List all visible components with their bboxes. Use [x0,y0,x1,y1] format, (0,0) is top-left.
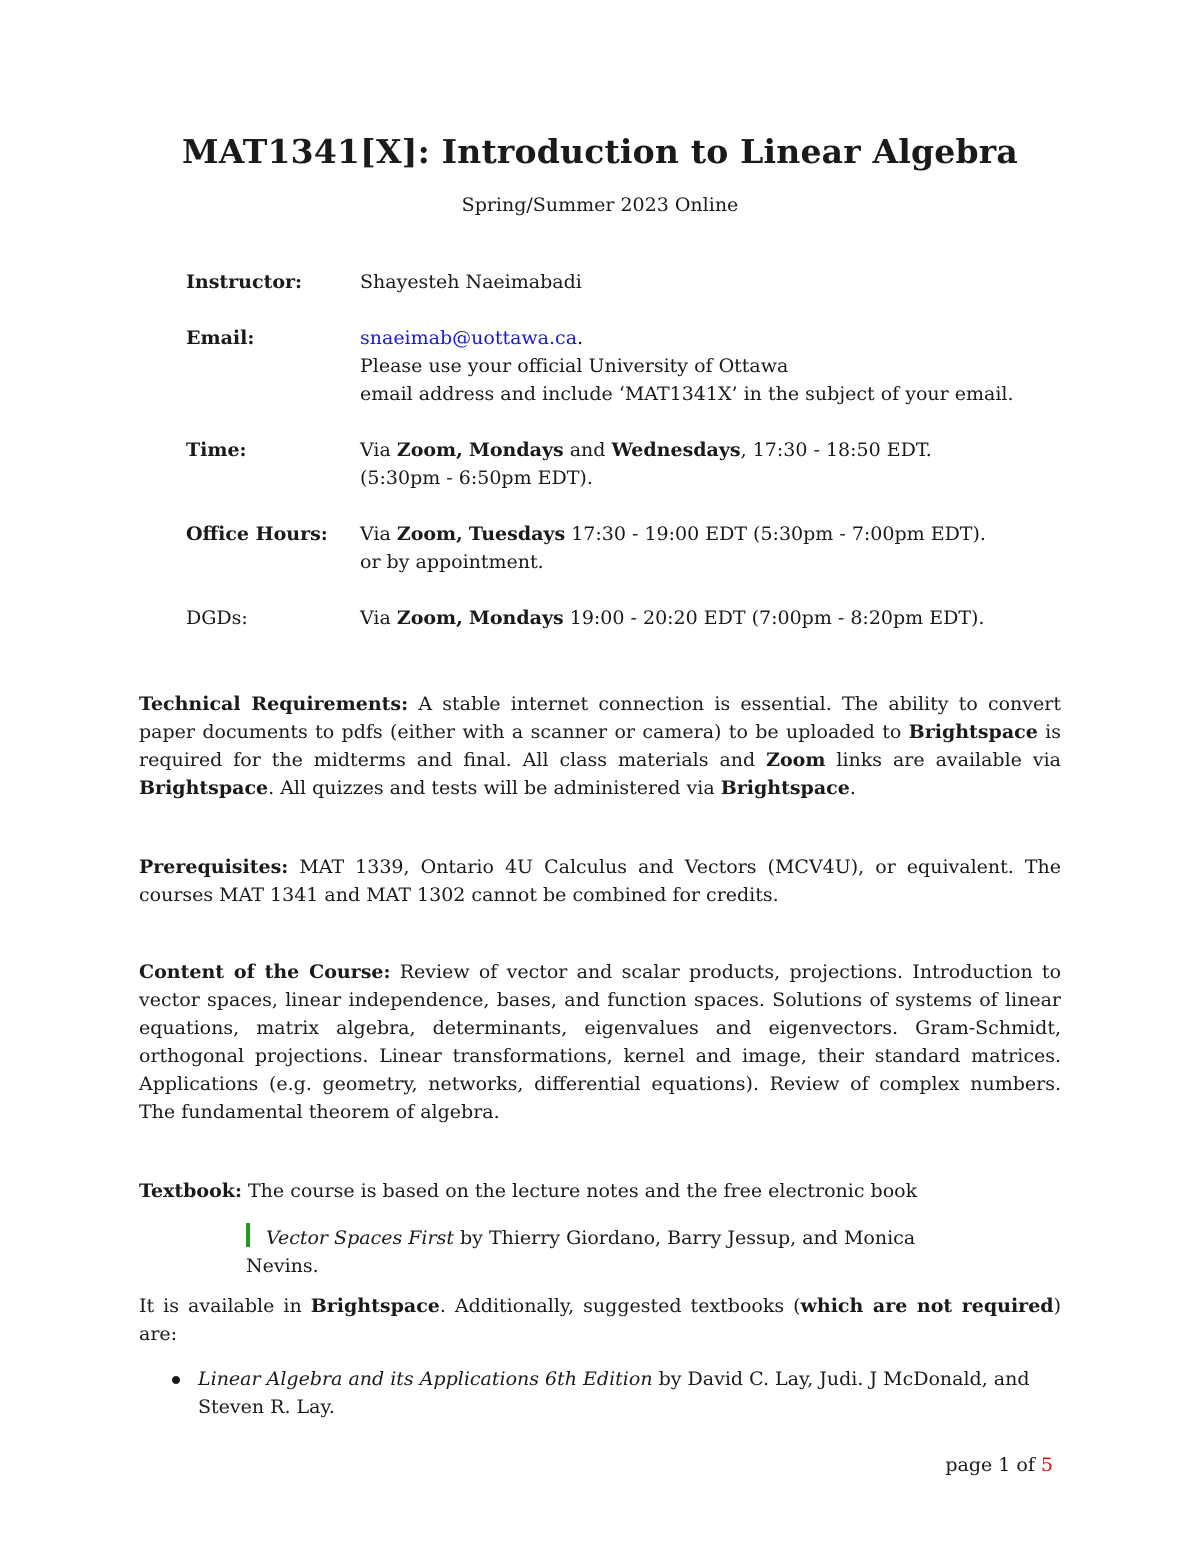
time-label: Time: [186,439,247,461]
page-total-link[interactable]: 5 [1040,1454,1053,1476]
email-link[interactable]: snaeimab@uottawa.ca [360,327,578,349]
dgds-via: Via [360,607,397,629]
technical-heading: Technical Requirements: [139,693,409,715]
technical-requirements-paragraph [139,690,1061,802]
course-content-paragraph [139,958,1061,1126]
book-title: Vector Spaces First [266,1227,454,1249]
textbook-heading: Textbook: [139,1180,242,1202]
prerequisites-heading: Prerequisites: [139,856,289,878]
availability-text-2: . Additionally, suggested textbooks ( [439,1295,801,1317]
page-title: MAT1341[X]: Introduction to Linear Algebra [182,132,1018,171]
prerequisites-paragraph [139,853,1061,909]
page-number-prefix: page 1 of [945,1454,1041,1476]
dgds-label: DGDs: [186,607,248,629]
suggested-book-title: Linear Algebra and its Applications 6th Edition [198,1368,653,1390]
office-line2: or by appointment. [360,551,544,573]
technical-text-5: . [849,777,856,799]
technical-brightspace-3: Brightspace [720,777,850,799]
dgds-row [186,604,1086,632]
availability-not-required: which are not required [800,1295,1054,1317]
suggested-book-authors: by David C. Lay, Judi. J McDonald, and Steven R. Lay. [198,1368,1030,1418]
time-and: and [563,439,612,461]
instructor-value: Shayesteh Naeimabadi [360,271,582,293]
dgds-value [360,604,984,632]
dgds-zoom: Zoom, [396,607,463,629]
email-note-line2: email address and include ‘MAT1341X’ in the subject of your email. [360,383,1014,405]
suggested-textbooks-list [176,1365,1062,1421]
technical-brightspace-1: Brightspace [908,721,1038,743]
page-number [945,1454,1053,1476]
page-subtitle: Spring/Summer 2023 Online [461,194,739,216]
list-item [176,1365,1062,1421]
prerequisites-text: MAT 1339, Ontario 4U Calculus and Vectors (MCV4U), or equivalent. The courses MAT 1341 and MAT 1302 cannot be combined for credits. [139,856,1061,906]
textbook-text: The course is based on the lecture notes and the free electronic book [241,1180,918,1202]
time-rest: , 17:30 - 18:50 EDT. [740,439,932,461]
availability-text-1: It is available in [139,1295,311,1317]
course-content-heading: Content of the Course: [139,961,391,983]
office-tuesdays: Tuesdays [468,523,566,545]
dgds-mondays: Mondays [468,607,564,629]
course-info-table [186,268,1086,632]
email-label: Email: [186,327,255,349]
course-content-text: Review of vector and scalar products, projections. Introduction to vector spaces, linear independence, bases, and function spaces. Solutions of systems of linear equations, matrix algebra, determinants, eigenvalues and eigenvectors. Gram-Schmidt, orthogonal projections. Linear transformations, kernel and image, their standard matrices. Applications (e.g. geometry, networks, differential equations). Review of complex numbers. The fundamental theorem of algebra. [139,961,1062,1123]
office-via: Via [360,523,397,545]
time-zoom: Zoom, [396,439,463,461]
time-mondays: Mondays [468,439,564,461]
availability-brightspace: Brightspace [310,1295,440,1317]
textbook-availability-paragraph [139,1292,1061,1348]
instructor-row [186,268,1086,296]
office-hours-row [186,520,1086,576]
time-wednesdays: Wednesdays [611,439,741,461]
textbook-quote [246,1223,966,1280]
email-note-line1: Please use your official University of Ottawa [360,355,789,377]
technical-text-2: is required for the midterms and final. All class materials and [139,721,1061,771]
office-rest: 17:30 - 19:00 EDT (5:30pm - 7:00pm EDT). [565,523,986,545]
availability-text-3: ) are: [139,1295,1061,1345]
office-hours-label: Office Hours: [186,523,328,545]
time-row [186,436,1086,492]
email-row [186,324,1086,408]
time-line2: (5:30pm - 6:50pm EDT). [360,467,593,489]
technical-zoom: Zoom [766,749,826,771]
quote-bar [246,1223,250,1247]
technical-text-3: links are available via [825,749,1061,771]
email-value [360,324,1014,408]
textbook-paragraph [139,1177,1061,1205]
office-hours-value [360,520,986,576]
technical-text-1: A stable internet connection is essential. The ability to convert paper documents to pdfs (either with a scanner or camera) to be uploaded to [139,693,1061,743]
bullet-icon [172,1376,180,1384]
dgds-rest: 19:00 - 20:20 EDT (7:00pm - 8:20pm EDT). [563,607,985,629]
technical-brightspace-2: Brightspace [139,777,269,799]
time-value [360,436,932,492]
time-via: Via [360,439,397,461]
email-period: . [577,327,584,349]
book-authors: by Thierry Giordano, Barry Jessup, and Monica Nevins. [246,1227,916,1277]
office-zoom: Zoom, [396,523,463,545]
technical-text-4: . All quizzes and tests will be administered via [268,777,721,799]
instructor-label: Instructor: [186,271,303,293]
